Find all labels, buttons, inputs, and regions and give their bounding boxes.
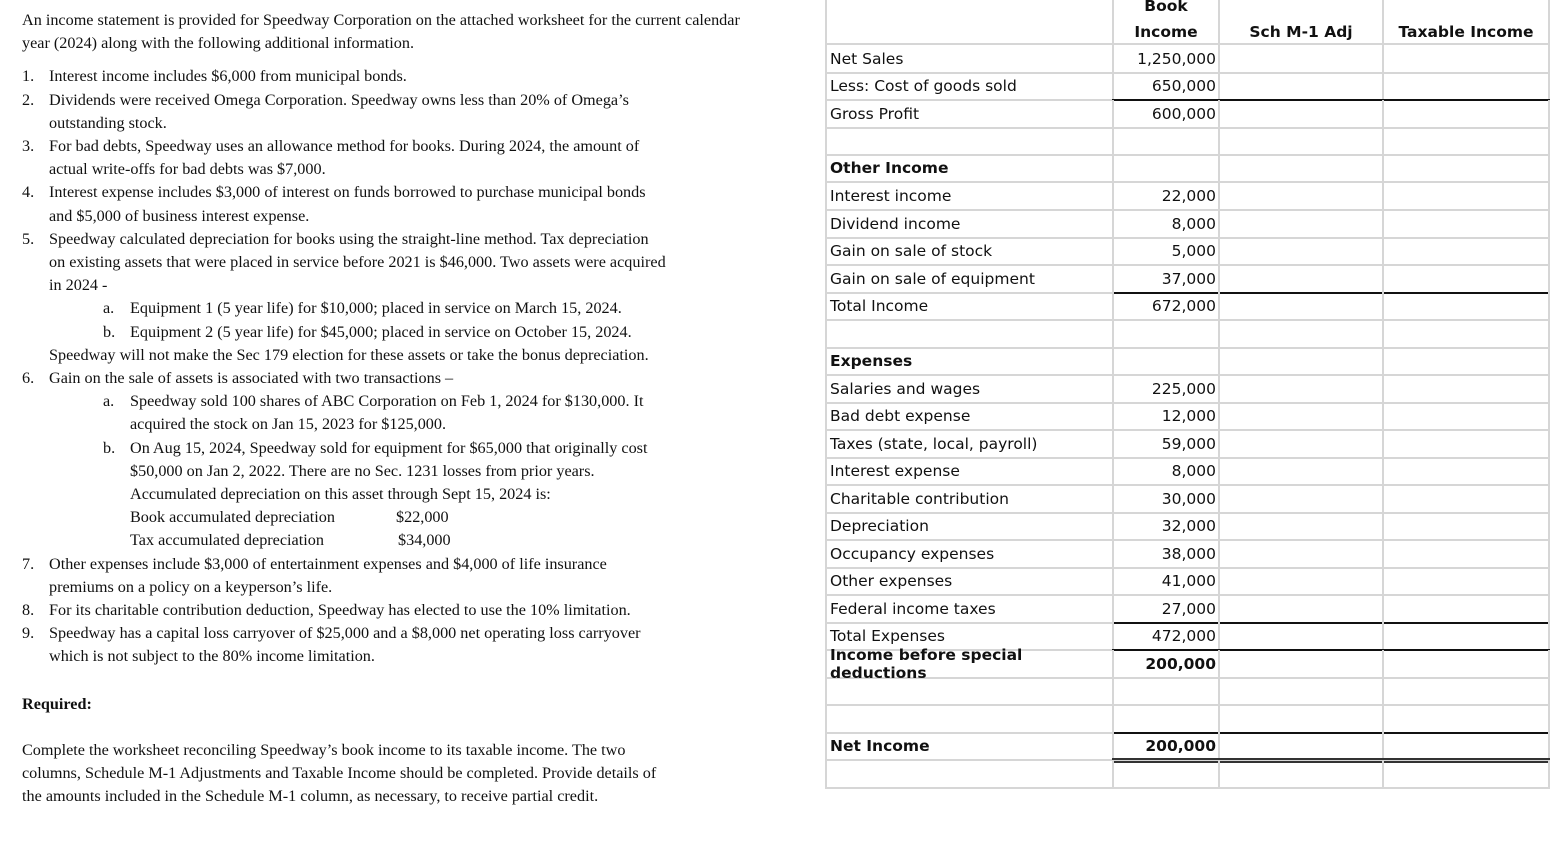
book-income-cell: 22,000: [1112, 182, 1218, 209]
table-row: [825, 732, 1550, 761]
sch-m1-cell[interactable]: [1218, 732, 1382, 759]
row-label: Net Sales: [825, 45, 1112, 72]
dep-amount: $22,000: [396, 508, 449, 527]
item-text: and $5,000 of business interest expense.: [49, 206, 310, 225]
sch-m1-cell[interactable]: [1218, 457, 1382, 484]
dep-amount: $34,000: [398, 531, 451, 550]
item-text: outstanding stock.: [49, 113, 167, 132]
sch-m1-cell[interactable]: [1218, 292, 1382, 319]
table-row: [825, 402, 1550, 431]
sub-number: a.: [103, 299, 115, 318]
table-row: [825, 210, 1550, 239]
sch-m1-cell[interactable]: [1218, 320, 1382, 347]
row-label: Federal income taxes: [825, 595, 1112, 622]
item-text: in 2024 -: [49, 276, 108, 295]
sch-m1-cell[interactable]: [1218, 402, 1382, 429]
taxable-income-cell[interactable]: [1382, 732, 1550, 759]
sch-m1-cell[interactable]: [1218, 567, 1382, 594]
table-row: [825, 375, 1550, 404]
list-number: 8.: [22, 601, 35, 619]
row-label: Total Expenses: [825, 622, 1112, 649]
row-label: Dividend income: [825, 210, 1112, 237]
item-text: actual write-offs for bad debts was $7,000.: [49, 160, 326, 179]
table-row: [825, 154, 1550, 183]
table-row: [825, 512, 1550, 541]
list-number: 9.: [22, 624, 35, 643]
item-text: which is not subject to the 80% income limitation.: [49, 647, 375, 666]
item-text: Speedway will not make the Sec 179 election for these assets or take the bonus depreciation.: [49, 345, 649, 364]
row-label: [825, 127, 1112, 154]
sub-item-text: Equipment 2 (5 year life) for $45,000; placed in service on October 15, 2024.: [130, 322, 632, 341]
row-label: Gross Profit: [825, 100, 1112, 127]
taxable-income-cell[interactable]: [1382, 182, 1550, 209]
item-text: For bad debts, Speedway uses an allowance method for books. During 2024, the amount of: [49, 137, 640, 155]
list-number: 6.: [22, 369, 35, 387]
sch-m1-cell[interactable]: [1218, 705, 1382, 732]
book-income-header: Book Income: [1112, 0, 1218, 43]
table-row: [825, 320, 1550, 349]
sub-item-text: $50,000 on Jan 2, 2022. There are no Sec. 1231 losses from prior years.: [130, 461, 595, 480]
row-label: [825, 677, 1112, 704]
list-number: 2.: [22, 90, 35, 109]
table-row: [825, 45, 1550, 74]
sub-item-text: Accumulated depreciation on this asset through Sept 15, 2024 is:: [130, 485, 551, 503]
sch-m1-cell[interactable]: [1218, 265, 1382, 292]
sch-m1-cell[interactable]: [1218, 540, 1382, 567]
sub-item-text: Equipment 1 (5 year life) for $10,000; placed in service on March 15, 2024.: [130, 299, 622, 318]
taxable-income-cell[interactable]: [1382, 375, 1550, 402]
row-label: Occupancy expenses: [825, 540, 1112, 567]
row-label: Bad debt expense: [825, 402, 1112, 429]
table-row: [825, 237, 1550, 266]
table-row: [825, 127, 1550, 156]
sub-item-text: On Aug 15, 2024, Speedway sold for equipment for $65,000 that originally cost: [130, 438, 648, 457]
taxable-income-cell[interactable]: [1382, 430, 1550, 457]
book-income-cell: 650,000: [1112, 72, 1218, 99]
table-row: [825, 72, 1550, 101]
table-row: [825, 540, 1550, 569]
row-label: Gain on sale of equipment: [825, 265, 1112, 292]
sch-m1-cell[interactable]: [1218, 650, 1382, 677]
book-income-cell: [1112, 705, 1218, 732]
sub-item-text: Speedway sold 100 shares of ABC Corporation on Feb 1, 2024 for $130,000. It: [130, 392, 644, 411]
book-income-cell: 5,000: [1112, 237, 1218, 264]
row-label: Total Income: [825, 292, 1112, 319]
taxable-income-cell[interactable]: [1382, 622, 1550, 649]
sub-number: a.: [103, 392, 115, 411]
taxable-income-cell[interactable]: [1382, 760, 1550, 787]
book-income-cell: 38,000: [1112, 540, 1218, 567]
table-row: [825, 760, 1550, 789]
taxable-income-cell[interactable]: [1382, 705, 1550, 732]
taxable-income-cell[interactable]: [1382, 402, 1550, 429]
table-row: [825, 705, 1550, 734]
taxable-income-cell[interactable]: [1382, 457, 1550, 484]
table-row: [825, 347, 1550, 376]
book-income-cell: 672,000: [1112, 292, 1218, 319]
row-label: Expenses: [825, 347, 1112, 374]
taxable-income-cell[interactable]: [1382, 127, 1550, 154]
book-income-cell: [1112, 677, 1218, 704]
row-label: Interest expense: [825, 457, 1112, 484]
book-income-cell: 30,000: [1112, 485, 1218, 512]
row-label: Net Income: [825, 732, 1112, 759]
row-label: Other expenses: [825, 567, 1112, 594]
required-text: the amounts included in the Schedule M-1 column, as necessary, to receive partial credit.: [22, 787, 599, 806]
sch-m1-cell[interactable]: [1218, 595, 1382, 622]
taxable-income-cell[interactable]: [1382, 485, 1550, 512]
taxable-income-header: Taxable Income: [1382, 0, 1550, 43]
book-income-cell: 59,000: [1112, 430, 1218, 457]
sch-m1-cell[interactable]: [1218, 45, 1382, 72]
sch-m1-cell[interactable]: [1218, 210, 1382, 237]
book-income-cell: 1,250,000: [1112, 45, 1218, 72]
item-text: on existing assets that were placed in service before 2021 is $46,000. Two assets were acquired: [49, 253, 666, 271]
table-row: [825, 430, 1550, 459]
intro-text: year (2024) along with the following additional information.: [22, 34, 415, 53]
sub-number: b.: [103, 438, 116, 457]
row-label: Depreciation: [825, 512, 1112, 539]
item-text: Speedway has a capital loss carryover of $25,000 and a $8,000 net operating loss carryover: [49, 624, 641, 643]
book-income-cell: [1112, 154, 1218, 181]
required-text: Complete the worksheet reconciling Speedway’s book income to its taxable income. The two: [22, 741, 626, 759]
taxable-income-cell[interactable]: [1382, 540, 1550, 567]
taxable-income-cell[interactable]: [1382, 677, 1550, 704]
header-row: [825, 0, 1550, 45]
book-income-cell: 600,000: [1112, 100, 1218, 127]
taxable-income-cell[interactable]: [1382, 154, 1550, 181]
book-income-cell: 472,000: [1112, 622, 1218, 649]
book-income-cell: 200,000: [1112, 732, 1218, 759]
row-label: [825, 760, 1112, 787]
taxable-income-cell[interactable]: [1382, 210, 1550, 237]
taxable-income-cell[interactable]: [1382, 567, 1550, 594]
item-text: Speedway calculated depreciation for books using the straight-line method. Tax depreciation: [49, 229, 649, 248]
taxable-income-cell[interactable]: [1382, 100, 1550, 127]
dep-label: Tax accumulated depreciation: [130, 531, 324, 550]
sch-m1-cell[interactable]: [1218, 237, 1382, 264]
table-row: [825, 182, 1550, 211]
taxable-income-cell[interactable]: [1382, 237, 1550, 264]
book-income-cell: 8,000: [1112, 210, 1218, 237]
row-label: [825, 705, 1112, 732]
row-label: [825, 320, 1112, 347]
sch-m1-cell[interactable]: [1218, 127, 1382, 154]
required-heading: Required:: [22, 694, 92, 713]
table-row: [825, 677, 1550, 706]
row-label: Salaries and wages: [825, 375, 1112, 402]
sch-m1-cell[interactable]: [1218, 677, 1382, 704]
book-income-cell: [1112, 347, 1218, 374]
table-row: [825, 100, 1550, 129]
book-income-cell: [1112, 760, 1218, 787]
row-label: Income before special deductions: [825, 650, 1112, 677]
item-text: Gain on the sale of assets is associated with two transactions –: [49, 369, 454, 387]
list-number: 5.: [22, 229, 35, 248]
sub-number: b.: [103, 322, 116, 341]
list-number: 4.: [22, 183, 35, 202]
taxable-income-cell[interactable]: [1382, 292, 1550, 319]
table-row: [825, 457, 1550, 486]
required-text: columns, Schedule M-1 Adjustments and Taxable Income should be completed. Provide details of: [22, 764, 657, 783]
table-row: [825, 265, 1550, 294]
book-income-cell: 8,000: [1112, 457, 1218, 484]
list-number: 7.: [22, 554, 35, 573]
dep-label: Book accumulated depreciation: [130, 508, 335, 527]
sch-m1-cell[interactable]: [1218, 347, 1382, 374]
sch-m1-cell[interactable]: [1218, 100, 1382, 127]
taxable-income-cell[interactable]: [1382, 347, 1550, 374]
row-label: Gain on sale of stock: [825, 237, 1112, 264]
sch-m1-cell[interactable]: [1218, 760, 1382, 787]
book-income-cell: 41,000: [1112, 567, 1218, 594]
book-income-cell: 225,000: [1112, 375, 1218, 402]
row-label: Taxes (state, local, payroll): [825, 430, 1112, 457]
list-number: 1.: [22, 67, 35, 86]
item-text: premiums on a policy on a keyperson’s life.: [49, 577, 333, 596]
table-row: [825, 567, 1550, 596]
row-label: Charitable contribution: [825, 485, 1112, 512]
taxable-income-cell[interactable]: [1382, 512, 1550, 539]
taxable-income-cell[interactable]: [1382, 650, 1550, 677]
book-income-cell: 27,000: [1112, 595, 1218, 622]
sch-m1-cell[interactable]: [1218, 154, 1382, 181]
sch-m1-cell[interactable]: [1218, 430, 1382, 457]
table-row: [825, 292, 1550, 321]
taxable-income-cell[interactable]: [1382, 265, 1550, 292]
intro-text: An income statement is provided for Speedway Corporation on the attached worksheet for the current calendar: [22, 11, 740, 29]
row-label: Other Income: [825, 154, 1112, 181]
book-income-cell: 32,000: [1112, 512, 1218, 539]
table-row: [825, 485, 1550, 514]
table-row: [825, 595, 1550, 624]
book-income-cell: [1112, 320, 1218, 347]
book-income-cell: [1112, 127, 1218, 154]
list-number: 3.: [22, 137, 35, 155]
sch-m1-cell[interactable]: [1218, 512, 1382, 539]
item-text: Other expenses include $3,000 of entertainment expenses and $4,000 of life insurance: [49, 554, 607, 573]
sch-m1-cell[interactable]: [1218, 622, 1382, 649]
item-text: Interest income includes $6,000 from municipal bonds.: [49, 67, 407, 86]
sch-m1-header: Sch M-1 Adj: [1218, 0, 1382, 43]
book-income-cell: 37,000: [1112, 265, 1218, 292]
sch-m1-cell[interactable]: [1218, 72, 1382, 99]
taxable-income-cell[interactable]: [1382, 45, 1550, 72]
table-row: [825, 645, 1550, 682]
sch-m1-cell[interactable]: [1218, 375, 1382, 402]
sch-m1-cell[interactable]: [1218, 485, 1382, 512]
item-text: Interest expense includes $3,000 of interest on funds borrowed to purchase municipal bonds: [49, 183, 646, 202]
item-text: Dividends were received Omega Corporation. Speedway owns less than 20% of Omega’s: [49, 90, 629, 109]
sch-m1-cell[interactable]: [1218, 182, 1382, 209]
book-income-cell: 12,000: [1112, 402, 1218, 429]
taxable-income-cell[interactable]: [1382, 72, 1550, 99]
item-text: For its charitable contribution deduction, Speedway has elected to use the 10% limitation.: [49, 601, 631, 619]
book-income-cell: 200,000: [1112, 650, 1218, 677]
taxable-income-cell[interactable]: [1382, 320, 1550, 347]
sub-item-text: acquired the stock on Jan 15, 2023 for $125,000.: [130, 415, 447, 434]
row-label: Less: Cost of goods sold: [825, 72, 1112, 99]
row-label: Interest income: [825, 182, 1112, 209]
taxable-income-cell[interactable]: [1382, 595, 1550, 622]
